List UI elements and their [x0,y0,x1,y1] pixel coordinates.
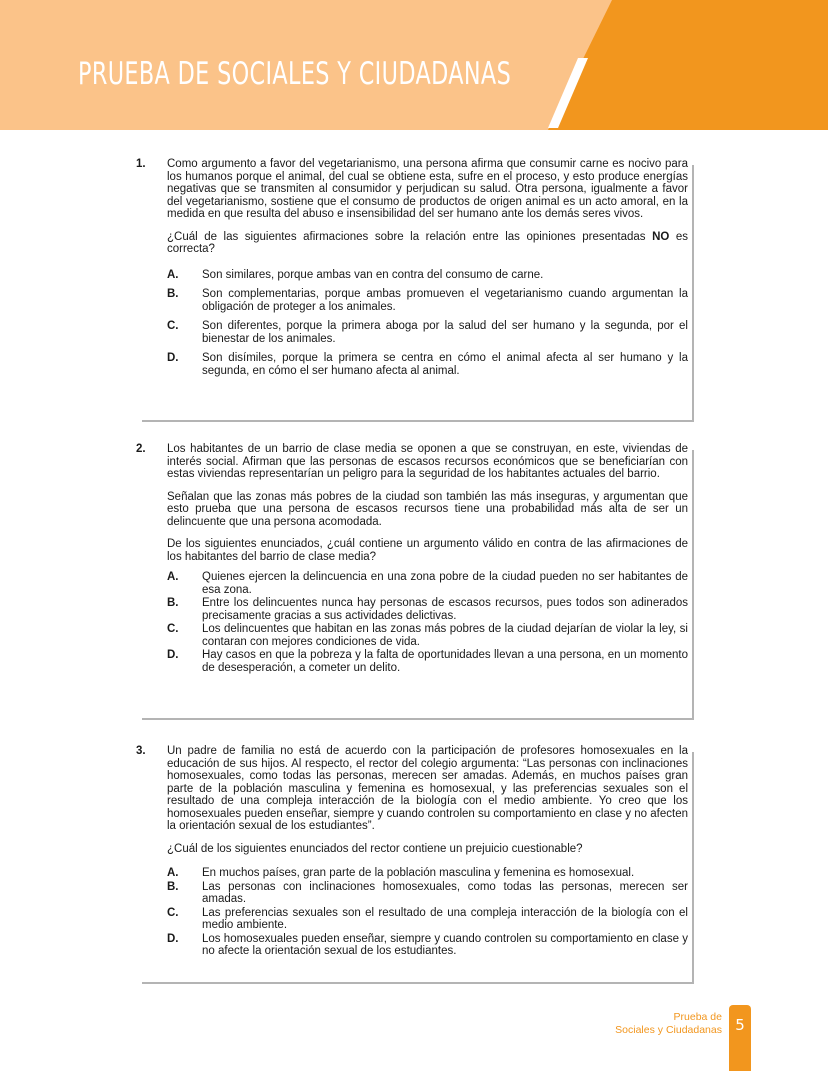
option-c[interactable]: C. Los delincuentes que habitan en las zonas más pobres de la ciudad dejarían de violar la ley, si contaran con mejores condiciones de vida. [167,623,688,648]
question-number: 1. [136,158,146,170]
page-title: PRUEBA DE SOCIALES Y CIUDADANAS [78,56,512,92]
page-header-banner [0,0,828,130]
option-a[interactable]: A. En muchos países, gran parte de la población masculina y femenina es homosexual. [167,867,635,879]
question-number: 2. [136,443,146,455]
options-list [167,867,688,958]
question-2 [136,443,688,675]
footer-line-2: Sociales y Ciudadanas [615,1024,722,1036]
options-list [167,269,688,378]
question-prompt: ¿Cuál de las siguientes afirmaciones sobre la relación entre las opiniones presentadas NO es correcta? [167,230,688,255]
prompt-emphasis: NO [652,230,670,243]
footer-label [615,1011,722,1037]
question-1 [136,158,688,384]
question-number: 3. [136,745,146,757]
page-number-tab [729,1005,751,1071]
question-text: Un padre de familia no está de acuerdo con la participación de profesores homosexuales en la educación de sus hijos. Al respecto, el rector del colegio argumenta: “Las personas con inclinaciones homosexuales, como todas las personas, merecen ser amadas. Además, en muchos países gran parte de la población masculina y femenina es homosexual, y las preferencias sexuales son el resultado de una compleja interacción de la biología con el medio ambiente. Yo creo que los homosexuales pueden enseñar, siempre y cuando controlen su comportamiento en clase y no afecten la orientación sexual de los estudiantes”. [167,745,688,832]
question-text: Como argumento a favor del vegetarianismo, una persona afirma que consumir carne es nocivo para los humanos porque el animal, del cual se obtiene esta, sufre en el proceso, y esto produce energías negativas que se transmiten al consumidor y perjudican su salud. Otra persona, igualmente a favor del vegetarianismo, sostiene que el consumo de productos de origen animal es un acto amoral, en la medida en que resulta del abuso e insensibilidad del ser humano ante los demás seres vivos. [167,158,688,220]
question-text: Señalan que las zonas más pobres de la ciudad son también las más inseguras, y argumentan que esto prueba que una persona de escasos recursos tiene una probabilidad más alta de ser un delincuente que una persona acomodada. [167,490,688,528]
option-d[interactable]: D. Son disímiles, porque la primera se centra en cómo el animal afecta al ser humano y la segunda, en cómo el ser humano afecta al animal. [167,352,688,377]
option-c[interactable]: C. Son diferentes, porque la primera aboga por la salud del ser humano y la segunda, por el bienestar de los animales. [167,320,688,345]
option-c[interactable]: C. Las preferencias sexuales son el resultado de una compleja interacción de la biología con el medio ambiente. [167,906,688,931]
question-3 [136,745,688,959]
option-b[interactable]: B. Son complementarias, porque ambas promueven el vegetarianismo cuando argumentan la obligación de proteger a los animales. [167,288,688,313]
question-prompt: ¿Cuál de los siguientes enunciados del rector contiene un prejuicio cuestionable? [167,842,583,855]
question-text: Los habitantes de un barrio de clase media se oponen a que se construyan, en este, viviendas de interés social. Afirman que las personas de escasos recursos económicos que se beneficiarían con estas viviendas representarían un peligro para la seguridad de los habitantes actuales del barrio. [167,443,688,480]
options-list [167,571,688,674]
question-prompt: De los siguientes enunciados, ¿cuál contiene un argumento válido en contra de las afirmaciones de los habitantes del barrio de clase media? [167,538,688,563]
footer-line-1: Prueba de [673,1011,722,1023]
option-a[interactable]: A. Quienes ejercen la delincuencia en una zona pobre de la ciudad pueden no ser habitantes de esa zona. [167,571,688,596]
option-b[interactable]: B. Las personas con inclinaciones homosexuales, como todas las personas, merecen ser amadas. [167,880,688,905]
page-number: 5 [735,1016,745,1034]
option-b[interactable]: B. Entre los delincuentes nunca hay personas de escasos recursos, pues todos son adinerados precisamente gracias a sus actividades delictivas. [167,597,688,622]
option-d[interactable]: D. Los homosexuales pueden enseñar, siempre y cuando controlen su comportamiento en clase y no afecte la orientación sexual de los estudiantes. [167,932,688,957]
option-a[interactable]: A. Son similares, porque ambas van en contra del consumo de carne. [167,268,544,281]
option-d[interactable]: D. Hay casos en que la pobreza y la falta de oportunidades llevan a una persona, en un momento de desesperación, a cometer un delito. [167,649,688,674]
